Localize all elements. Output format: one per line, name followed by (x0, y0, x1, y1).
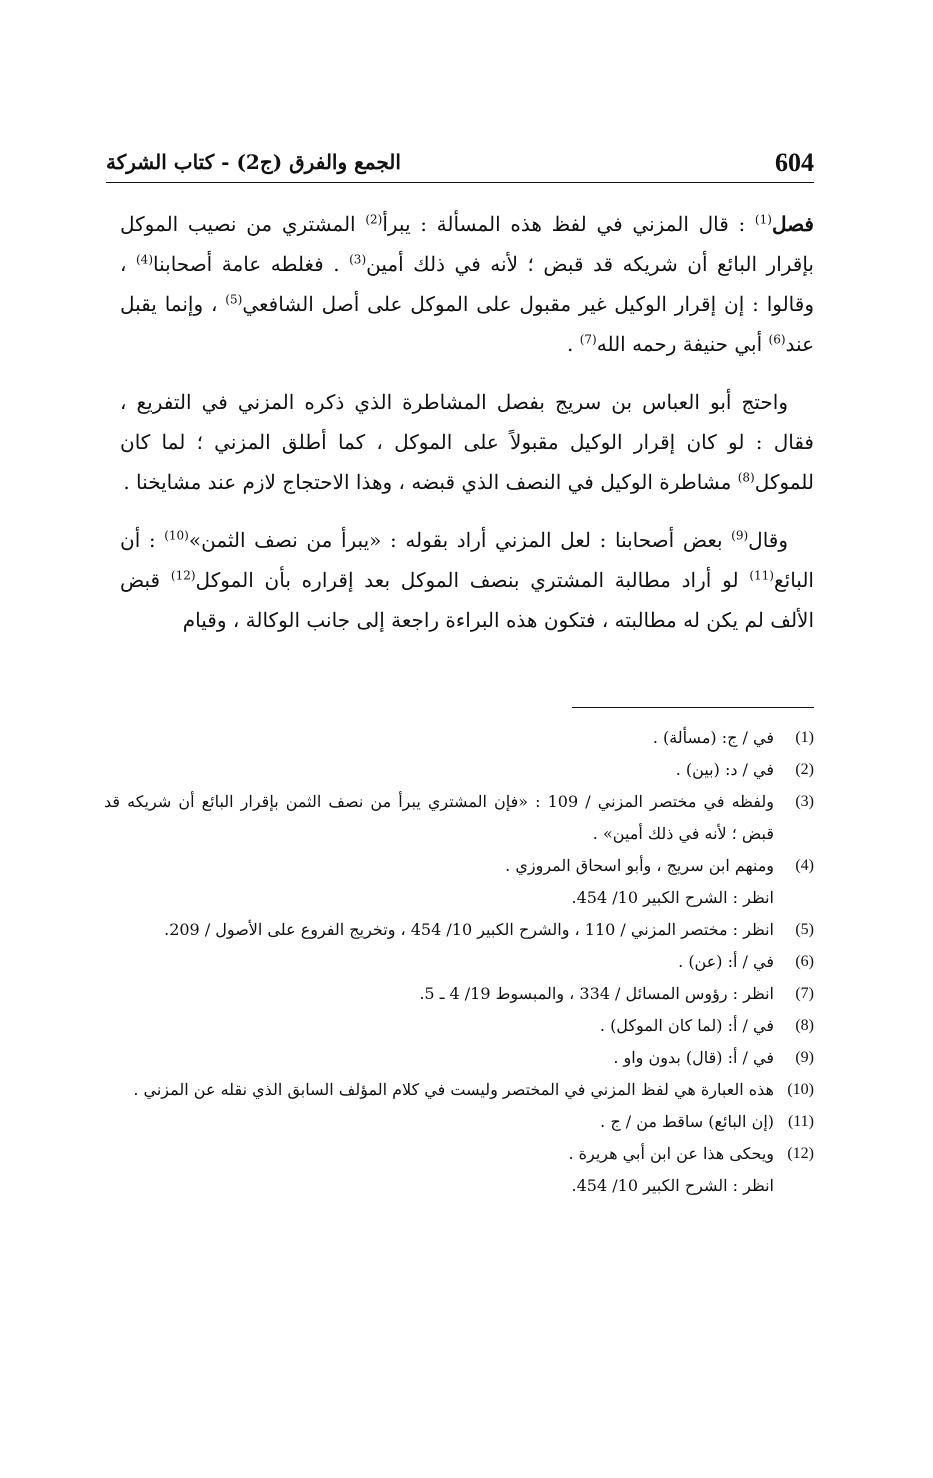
footnote-mark: (6) (768, 332, 786, 347)
footnote-number: (9) (795, 1049, 814, 1066)
footnote-line: انظر : مختصر المزني / 110 ، والشرح الكبير 10/ 454 ، وتخريج الفروع على الأصول / 209. (164, 920, 774, 939)
footnote-9 (104, 1042, 814, 1074)
page-number: 604 (775, 148, 814, 177)
footnote-text (104, 850, 774, 914)
footnote-mark: (4) (135, 252, 153, 267)
text-run: مشاطرة الوكيل في النصف الذي قبضه ، وهذا الاحتجاج لازم عند مشايخنا . (123, 470, 738, 494)
footnote-number: (5) (795, 921, 814, 938)
footnote-separator (572, 707, 814, 708)
footnote-text (104, 1074, 774, 1106)
text-run: : قال المزني في لفظ هذه المسألة : يبرأ (382, 212, 755, 236)
footnote-text (104, 1010, 774, 1042)
footnote-text (104, 914, 774, 946)
footnote-mark: (2) (365, 212, 383, 227)
text-run: قبض الألف لم يكن له مطالبته ، فتكون هذه البراءة راجعة إلى جانب الوكالة ، وقيام (120, 568, 814, 632)
text-run: . (566, 332, 580, 356)
footnote-text (104, 1042, 774, 1074)
text-run: بعض أصحابنا : لعل المزني أراد بقوله : «يبرأ من نصف الثمن» (188, 528, 732, 552)
paragraph-2 (120, 382, 814, 502)
footnote-line: انظر : الشرح الكبير 10/ 454. (571, 1176, 774, 1195)
footnote-8 (104, 1010, 814, 1042)
footnote-text (104, 946, 774, 978)
page-header (106, 146, 814, 183)
footnote-text (104, 722, 774, 754)
footnote-7 (104, 978, 814, 1010)
footnote-12 (104, 1138, 814, 1202)
paragraph-1 (120, 204, 814, 364)
footnote-line: (إن البائع) ساقط من / ج . (600, 1112, 774, 1131)
text-run: : أن البائع (120, 528, 814, 592)
text-run: أبي حنيفة رحمه الله (596, 332, 769, 356)
text-run: واحتج أبو العباس بن سريج بفصل المشاطرة الذي ذكره المزني في التفريع ، فقال : لو كان إقرار الوكيل مقبولاً على الموكل ، كما أطلق المزني ؛ لما كان للموكل (120, 390, 814, 494)
footnote-number: (12) (787, 1145, 814, 1162)
text-run: المشتري من نصيب الموكل بإقرار البائع أن شريكه قد قبض ؛ لأنه في ذلك أمين (120, 212, 815, 276)
footnote-number: (8) (795, 1017, 814, 1034)
footnote-line: في / د: (بين) . (675, 760, 774, 779)
footnote-line: انظر : الشرح الكبير 10/ 454. (571, 888, 774, 907)
footnote-text (104, 1138, 774, 1202)
footnote-number: (7) (795, 985, 814, 1002)
footnote-text (104, 978, 774, 1010)
text-run: وقال (748, 528, 788, 552)
footnote-5 (104, 914, 814, 946)
footnote-mark: (7) (579, 332, 597, 347)
text-run: ، وقالوا : إن إقرار الوكيل غير مقبول على الموكل على أصل الشافعي (120, 252, 814, 316)
footnote-line: ولفظه في مختصر المزني / 109 : «فإن المشتري يبرأ من نصف الثمن بإقرار البائع أن شريكه قد قبض ؛ لأنه في ذلك أمين» . (104, 792, 775, 843)
footnote-mark: (11) (749, 568, 774, 583)
footnote-mark: (8) (737, 470, 755, 485)
footnote-number: (3) (795, 793, 814, 810)
footnote-line: في / أ: (قال) بدون واو . (613, 1048, 774, 1067)
footnote-number: (6) (795, 953, 814, 970)
text-run: ، وإنما يقبل عند (120, 292, 814, 356)
paragraph-3 (120, 520, 814, 640)
footnote-number: (2) (795, 761, 814, 778)
footnote-number: (10) (787, 1081, 814, 1098)
footnote-mark: (5) (225, 292, 243, 307)
footnote-number: (4) (795, 857, 814, 874)
text-run: . فغلطه عامة أصحابنا (153, 252, 350, 276)
footnote-11 (104, 1106, 814, 1138)
footnote-line: في / أ: (عن) . (678, 952, 774, 971)
footnote-10 (104, 1074, 814, 1106)
footnote-number: (1) (795, 729, 814, 746)
footnote-mark: (10) (164, 528, 189, 543)
footnote-2 (104, 754, 814, 786)
footnote-6 (104, 946, 814, 978)
text-run: لو أراد مطالبة المشتري بنصف الموكل بعد إقراره بأن الموكل (195, 568, 750, 592)
footnote-line: هذه العبارة هي لفظ المزني في المختصر وليست في كلام المؤلف السابق الذي نقله عن المزني . (133, 1080, 774, 1099)
footnote-number: (11) (787, 1113, 814, 1130)
footnote-3 (104, 786, 814, 850)
main-text (120, 204, 814, 658)
footnote-mark: (9) (731, 528, 749, 543)
footnote-1 (104, 722, 814, 754)
footnote-line: ويحكى هذا عن ابن أبي هريرة . (568, 1144, 774, 1163)
footnote-line: ومنهم ابن سريج ، وأبو اسحاق المروزي . (505, 856, 774, 875)
footnote-line: في / ج: (مسألة) . (652, 728, 774, 747)
footnotes (104, 722, 814, 1202)
footnote-line: انظر : رؤوس المسائل / 334 ، والمبسوط 19/ 4 ـ 5. (419, 984, 774, 1003)
footnote-text (104, 1106, 774, 1138)
footnote-mark: (1) (754, 212, 772, 227)
footnote-mark: (12) (170, 568, 196, 583)
section-lead: فصل (771, 212, 814, 236)
footnote-text (104, 754, 774, 786)
footnote-text (104, 786, 774, 850)
running-title: الجمع والفرق (ج2) - كتاب الشركة (106, 150, 401, 174)
footnote-4 (104, 850, 814, 914)
footnote-mark: (3) (349, 252, 367, 267)
footnote-line: في / أ: (لما كان الموكل) . (599, 1016, 774, 1035)
